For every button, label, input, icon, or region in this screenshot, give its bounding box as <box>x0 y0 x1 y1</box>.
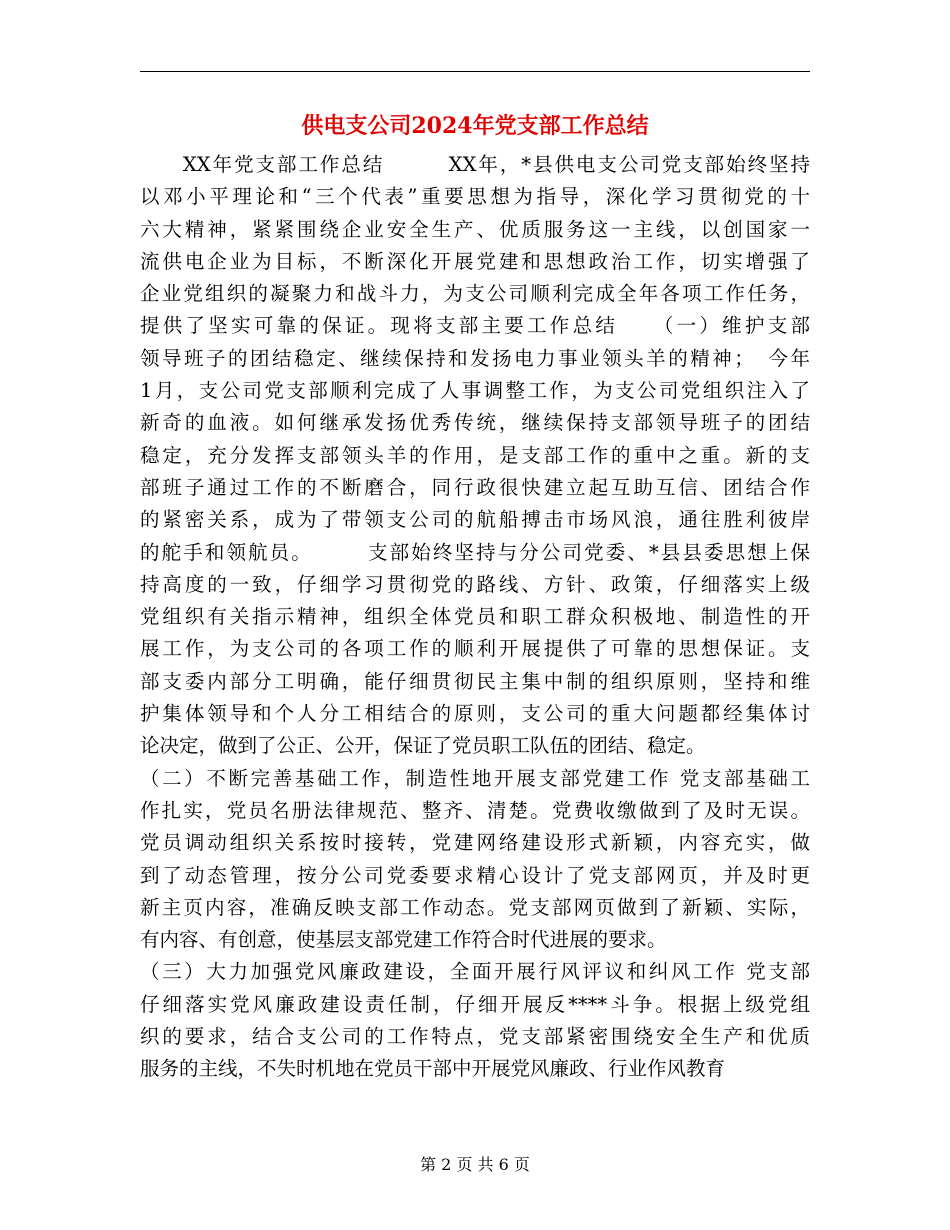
body-line: 持高度的一致，仔细学习贯彻党的路线、方针、政策，仔细落实上级 <box>140 572 810 596</box>
body-line: 提供了坚实可靠的保证。现将支部主要工作总结 （一）维护支部 <box>140 314 810 338</box>
body-line: 作扎实，党员名册法律规范、整齐、清楚。党费收缴做到了及时无误。 <box>140 798 810 822</box>
body-line: 护集体领导和个人分工相结合的原则，支公司的重大问题都经集体讨 <box>140 702 810 726</box>
body-line: 稳定，充分发挥支部领头羊的作用，是支部工作的重中之重。新的支 <box>140 443 810 467</box>
body-line: XX年党支部工作总结 XX年，*县供电支公司党支部始终坚持 <box>140 153 810 176</box>
body-line: 企业党组织的凝聚力和战斗力，为支公司顺利完成全年各项工作任务， <box>140 282 810 306</box>
document-body <box>140 149 810 1086</box>
body-line: 仔细落实党风廉政建设责任制，仔细开展反****斗争。根据上级党组 <box>140 992 810 1016</box>
body-line: 部支委内部分工明确，能仔细贯彻民主集中制的组织原则，坚持和维 <box>140 669 810 693</box>
body-line: 到了动态管理，按分公司党委要求精心设计了党支部网页，并及时更 <box>140 863 810 887</box>
body-line: 部班子通过工作的不断磨合，同行政很快建立起互助互信、团结合作 <box>140 475 810 499</box>
header-rule <box>140 71 810 72</box>
document-title: 供电支公司2024年党支部工作总结 <box>301 113 649 139</box>
body-line: 的舵手和领航员。 支部始终坚持与分公司党委、*县县委思想上保 <box>140 540 810 564</box>
body-line: 党员调动组织关系按时接转，党建网络建设形式新颖，内容充实，做 <box>140 831 810 855</box>
body-line: 六大精神，紧紧围绕企业安全生产、优质服务这一主线，以创国家一 <box>140 217 810 241</box>
body-line: 以邓小平理论和“三个代表”重要思想为指导，深化学习贯彻党的十 <box>140 185 810 209</box>
body-line: 的紧密关系，成为了带领支公司的航船搏击市场风浪，通往胜利彼岸 <box>140 508 810 532</box>
body-line: 织的要求，结合支公司的工作特点，党支部紧密围绕安全生产和优质 <box>140 1025 810 1049</box>
body-line: 领导班子的团结稳定、继续保持和发扬电力事业领头羊的精神； 今年 <box>140 346 810 370</box>
body-line: 党组织有关指示精神，组织全体党员和职工群众积极地、制造性的开 <box>140 605 810 629</box>
body-line: 有内容、有创意，使基层支部党建工作符合时代进展的要求。 <box>140 928 667 952</box>
body-line: 新主页内容，准确反映支部工作动态。党支部网页做到了新颖、实际， <box>140 895 810 919</box>
body-line: （二）不断完善基础工作，制造性地开展支部党建工作 党支部基础工 <box>140 766 810 790</box>
body-line: 服务的主线，不失时机地在党员干部中开展党风廉政、行业作风教育 <box>140 1057 726 1081</box>
body-line: 展工作，为支公司的各项工作的顺利开展提供了可靠的思想保证。支 <box>140 637 810 661</box>
page-number: 第 2 页 共 6 页 <box>420 1155 530 1174</box>
body-line: （三）大力加强党风廉政建设，全面开展行风评议和纠风工作 党支部 <box>140 960 810 984</box>
body-line: 论决定，做到了公正、公开，保证了党员职工队伍的团结、稳定。 <box>140 734 706 758</box>
body-line: 1月，支公司党支部顺利完成了人事调整工作，为支公司党组织注入了 <box>140 379 810 403</box>
body-line: 新奇的血液。如何继承发扬优秀传统，继续保持支部领导班子的团结 <box>140 411 810 435</box>
body-line: 流供电企业为目标，不断深化开展党建和思想政治工作，切实增强了 <box>140 249 810 273</box>
